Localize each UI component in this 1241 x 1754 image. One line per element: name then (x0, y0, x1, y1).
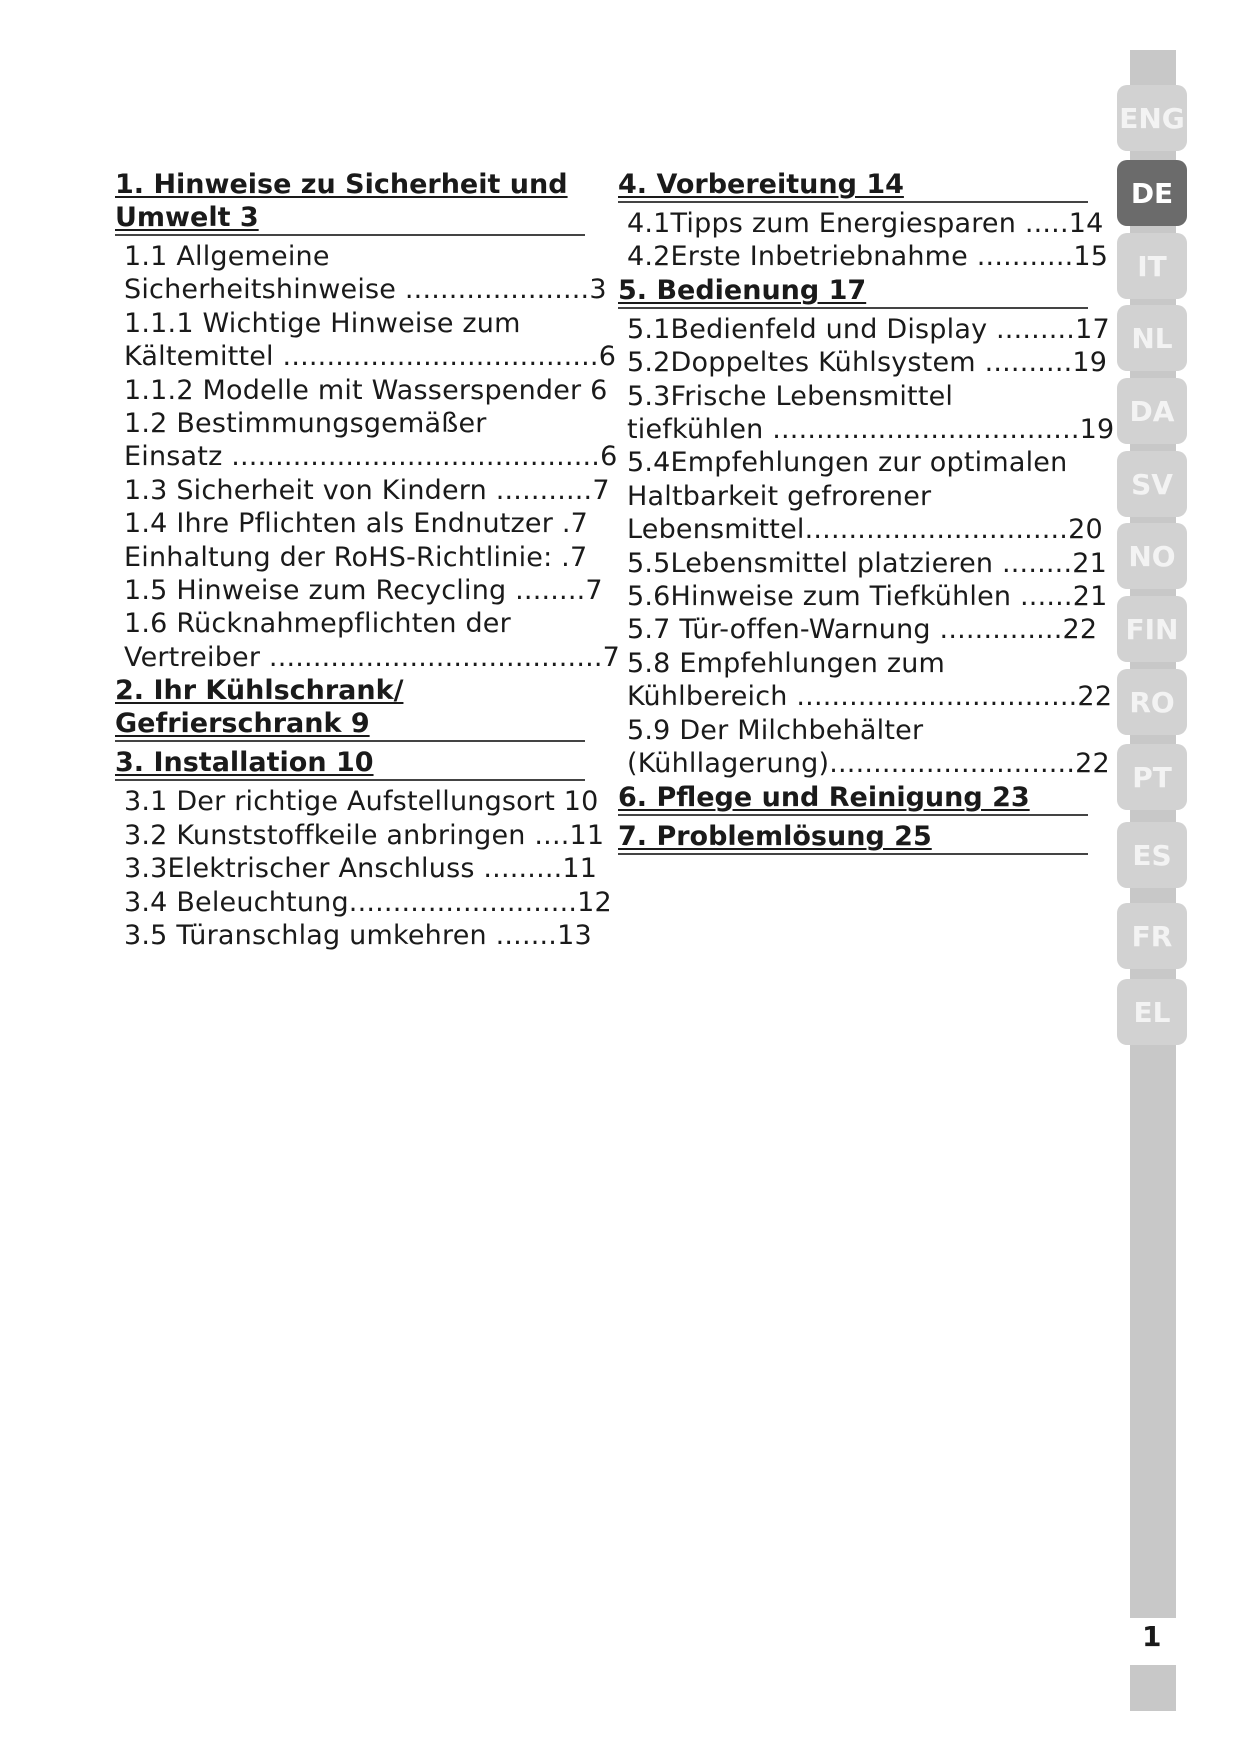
toc-entry[interactable]: 4.1Tipps zum Energiesparen .....14 (627, 208, 1104, 239)
language-tab-es[interactable]: ES (1117, 822, 1187, 888)
toc-heading[interactable] (618, 820, 1088, 855)
toc-entry[interactable]: 5.3Frische Lebensmittel (627, 380, 954, 412)
toc-entry[interactable]: 5.5Lebensmittel platzieren ........21 (627, 547, 1108, 579)
toc-entry[interactable]: 1.3 Sicherheit von Kindern ...........7 (124, 474, 610, 506)
toc-entry[interactable]: 5.4Empfehlungen zur optimalen (627, 447, 1068, 479)
language-tab-de[interactable]: DE (1117, 160, 1187, 226)
toc-entry[interactable]: Kühlbereich ................................22 (627, 681, 1113, 713)
page-number: 1 (1142, 1620, 1162, 1653)
toc-entry[interactable]: tiefkühlen ...................................19 (627, 414, 1115, 446)
toc-entry[interactable]: Lebensmittel..............................20 (627, 514, 1103, 546)
language-tab-it[interactable]: IT (1117, 233, 1187, 299)
toc-column-right (618, 168, 1115, 859)
toc-heading[interactable] (618, 168, 1088, 203)
toc-entry[interactable]: 5.6Hinweise zum Tiefkühlen ......21 (627, 581, 1108, 613)
toc-heading-text[interactable]: 4. Vorbereitung 14 (618, 169, 904, 200)
toc-entry[interactable]: 1.4 Ihre Pflichten als Endnutzer .7 (124, 508, 588, 540)
toc-heading-text[interactable]: 7. Problemlösung 25 (618, 820, 932, 852)
language-tab-no[interactable]: NO (1117, 523, 1187, 589)
toc-heading[interactable] (115, 674, 585, 742)
toc-entry[interactable]: 4.2Erste Inbetriebnahme ...........15 (627, 241, 1109, 273)
language-tab-el[interactable]: EL (1117, 979, 1187, 1045)
toc-entry[interactable]: 1.6 Rücknahmepflichten der (124, 608, 511, 640)
toc-entry[interactable]: Sicherheitshinweise .....................3 (124, 274, 607, 306)
toc-heading-text[interactable]: 6. Pflege und Reinigung 23 (618, 781, 1030, 813)
toc-column-left (115, 168, 621, 952)
toc-heading[interactable] (618, 781, 1088, 816)
toc-entry[interactable]: Einhaltung der RoHS-Richtlinie: .7 (124, 541, 588, 573)
toc-heading-text[interactable]: 5. Bedienung 17 (618, 274, 867, 306)
toc-entry[interactable]: Kältemittel ....................................6 (124, 341, 617, 373)
toc-entry[interactable]: 1.5 Hinweise zum Recycling ........7 (124, 575, 603, 607)
toc-entry[interactable]: 1.1.2 Modelle mit Wasserspender 6 (124, 374, 608, 406)
toc-entry[interactable]: 1.1 Allgemeine (124, 241, 330, 272)
language-tab-eng[interactable]: ENG (1117, 85, 1187, 151)
toc-entry[interactable]: 3.3Elektrischer Anschluss .........11 (124, 853, 598, 885)
toc-heading-text[interactable]: 3. Installation 10 (115, 747, 374, 779)
toc-entry[interactable]: 3.4 Beleuchtung..........................12 (124, 886, 612, 918)
toc-entry[interactable]: 1.2 Bestimmungsgemäßer (124, 408, 487, 440)
language-tab-nl[interactable]: NL (1117, 305, 1187, 371)
toc-entry[interactable]: 3.2 Kunststoffkeile anbringen ....11 (124, 819, 605, 851)
toc-heading[interactable] (618, 274, 1088, 309)
toc-heading-text[interactable]: 1. Hinweise zu Sicherheit und Umwelt 3 (115, 169, 568, 233)
toc-entry[interactable]: 5.7 Tür-offen-Warnung ..............22 (627, 614, 1098, 646)
toc-entry[interactable]: 5.2Doppeltes Kühlsystem ..........19 (627, 347, 1108, 379)
toc-entry[interactable]: 1.1.1 Wichtige Hinweise zum (124, 307, 521, 339)
toc-entry[interactable]: 5.9 Der Milchbehälter (627, 714, 924, 746)
language-tab-pt[interactable]: PT (1117, 744, 1187, 810)
sidebar-footer-block (1130, 1665, 1176, 1711)
language-tab-sv[interactable]: SV (1117, 451, 1187, 517)
language-tab-fin[interactable]: FIN (1117, 596, 1187, 662)
toc-entry[interactable]: (Kühllagerung)............................22 (627, 748, 1110, 780)
toc-heading-text[interactable]: 2. Ihr Kühlschrank/ Gefrierschrank 9 (115, 675, 404, 740)
toc-heading[interactable] (115, 168, 585, 236)
language-tab-fr[interactable]: FR (1117, 903, 1187, 969)
toc-entry[interactable]: Vertreiber ......................................7 (124, 641, 621, 673)
toc-entry[interactable]: 5.1Bedienfeld und Display .........17 (627, 313, 1110, 345)
toc-entry[interactable]: 5.8 Empfehlungen zum (627, 647, 946, 679)
language-tab-da[interactable]: DA (1117, 378, 1187, 444)
toc-entry[interactable]: 3.1 Der richtige Aufstellungsort 10 (124, 786, 599, 818)
language-tab-ro[interactable]: RO (1117, 669, 1187, 735)
toc-entry[interactable]: 3.5 Türanschlag umkehren .......13 (124, 919, 592, 951)
toc-entry[interactable]: Einsatz ..........................................6 (124, 441, 618, 473)
toc-entry[interactable]: Haltbarkeit gefrorener (627, 480, 932, 512)
toc-heading[interactable] (115, 746, 585, 781)
